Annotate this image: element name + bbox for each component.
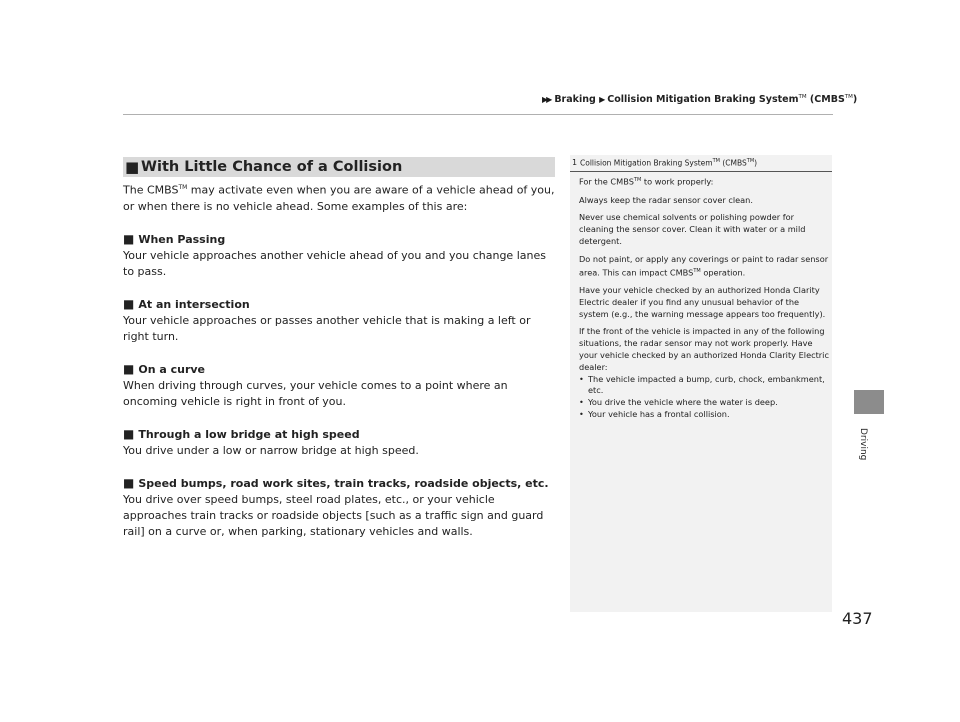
section-header — [123, 157, 555, 177]
breadcrumb — [542, 94, 857, 105]
example-text: Your vehicle approaches another vehicle ahead of you and you change lanes to pass. — [123, 248, 546, 278]
breadcrumb-braking: Braking — [554, 94, 596, 106]
example-text: Your vehicle approaches or passes another vehicle that is making a left or right turn. — [123, 313, 531, 343]
arrow-icon: ▶ — [599, 95, 604, 105]
list-item: • Your vehicle has a frontal collision. — [579, 409, 829, 421]
square-bullet-icon: ■ — [123, 475, 135, 490]
list-item: • The vehicle impacted a bump, curb, chock, embankment, etc. — [579, 374, 829, 398]
section-title: With Little Chance of a Collision — [141, 159, 403, 175]
sidebar-note: Have your vehicle checked by an authorized Honda Clarity Electric dealer if you find any unusual behavior of the system (e.g., the warning message appears too frequently). — [579, 285, 826, 319]
sidebar-note: Do not paint, or apply any coverings or paint to radar sensor area. This can impact CMBS™ operation. — [579, 253, 829, 278]
sidebar-note: For the CMBS™ to work properly: — [579, 176, 714, 187]
list-item: • You drive the vehicle where the water is deep. — [579, 397, 829, 409]
chapter-label: Driving — [858, 428, 868, 461]
page-number: 437 — [842, 609, 873, 628]
example-heading: ■ Speed bumps, road work sites, train tracks, roadside objects, etc. — [123, 475, 549, 490]
notes-sidebar — [570, 155, 832, 612]
sidebar-note: Never use chemical solvents or polishing powder for cleaning the sensor cover. Clean it with water or a mild detergent. — [579, 212, 806, 246]
example-heading: ■ Through a low bridge at high speed — [123, 426, 360, 441]
example-text: When driving through curves, your vehicle comes to a point where an oncoming vehicle is right in front of you. — [123, 378, 508, 408]
square-bullet-icon: ■ — [123, 231, 135, 246]
example-text: You drive over speed bumps, steel road plates, etc., or your vehicle approaches train tracks or roadside objects [such as a traffic sign and guard rail] on a curve or, when parking, stationary vehicles and walls. — [123, 492, 544, 538]
sidebar-heading: 1 Collision Mitigation Braking System™ (CMBS™) — [570, 155, 832, 172]
sidebar-bullet-list — [579, 374, 829, 421]
example-heading: ■ On a curve — [123, 361, 206, 376]
example-heading: ■ When Passing — [123, 231, 226, 246]
reference-icon: 1 — [572, 158, 578, 167]
intro-paragraph: The CMBS™ may activate even when you are aware of a vehicle ahead of you, or when there is no vehicle ahead. Some examples of this are: — [123, 183, 555, 213]
square-bullet-icon: ■ — [123, 361, 135, 376]
square-bullet-icon: ■ — [123, 426, 135, 441]
sidebar-note: If the front of the vehicle is impacted in any of the following situations, the radar sensor may not work properly. Have your vehicle checked by an authorized Honda Clarity Electric dealer: — [579, 326, 829, 372]
header-divider — [123, 114, 833, 115]
square-bullet-icon: ■ — [123, 296, 135, 311]
main-content — [123, 180, 558, 540]
breadcrumb-cmbs: Collision Mitigation Braking System™ (CMBS™) — [607, 94, 858, 106]
example-heading: ■ At an intersection — [123, 296, 250, 311]
sidebar-note: Always keep the radar sensor cover clean. — [579, 194, 753, 205]
sidebar-body — [579, 175, 829, 421]
square-bullet-icon: ■ — [125, 158, 140, 176]
example-text: You drive under a low or narrow bridge at high speed. — [123, 443, 419, 457]
chapter-tab — [854, 390, 884, 414]
double-arrow-icon: ▶▶ — [542, 95, 551, 105]
